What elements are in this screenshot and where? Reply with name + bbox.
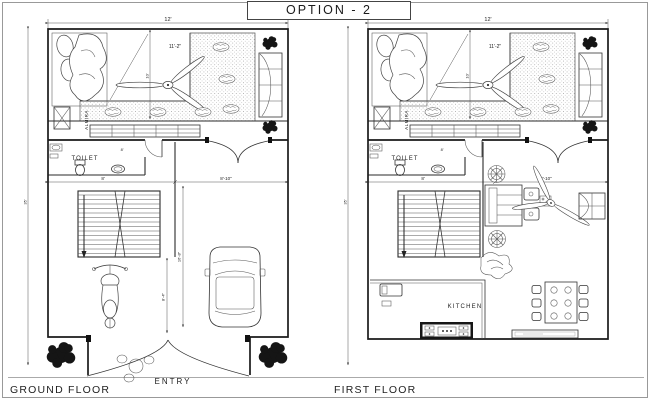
kitchen-label: KITCHEN — [447, 304, 483, 310]
parking-depth-dimension-line — [177, 189, 184, 327]
dining-table — [532, 282, 588, 323]
ground-floor-label: GROUND FLOOR — [10, 384, 111, 396]
first-floor-label: FIRST FLOOR — [334, 384, 417, 396]
title: OPTION - 2 — [247, 1, 411, 20]
window — [579, 193, 605, 219]
drawing-sheet: OPTION - 2 GROUND FLOOR FIRST FLOOR 12' 10' 11'-2" ALMIRA TOILET 8'-10" 35' 16'-8" 8'-4" ENTRY KITCHEN — [0, 0, 650, 400]
first-floor-plan — [343, 14, 613, 389]
entry-doors — [86, 335, 250, 376]
planter-stool — [488, 166, 505, 183]
court-depth-dimension: 8'-4" — [160, 293, 166, 301]
refrigerator — [380, 284, 402, 296]
kitchen-area — [370, 280, 485, 339]
car — [205, 247, 265, 327]
kitchen-fixture — [382, 301, 391, 306]
planter-stool — [489, 231, 506, 248]
outdoor-table — [117, 355, 154, 382]
balcony-ledge — [512, 330, 578, 338]
ground-floor-plan — [23, 14, 293, 389]
motorcycle — [93, 265, 128, 328]
court-depth-dimension-line — [161, 261, 168, 333]
sofa-unit — [485, 185, 522, 226]
parking-depth-dimension: 16'-8" — [176, 251, 182, 263]
stove — [420, 322, 473, 339]
plant — [481, 252, 512, 278]
entry-label: ENTRY — [154, 377, 192, 386]
